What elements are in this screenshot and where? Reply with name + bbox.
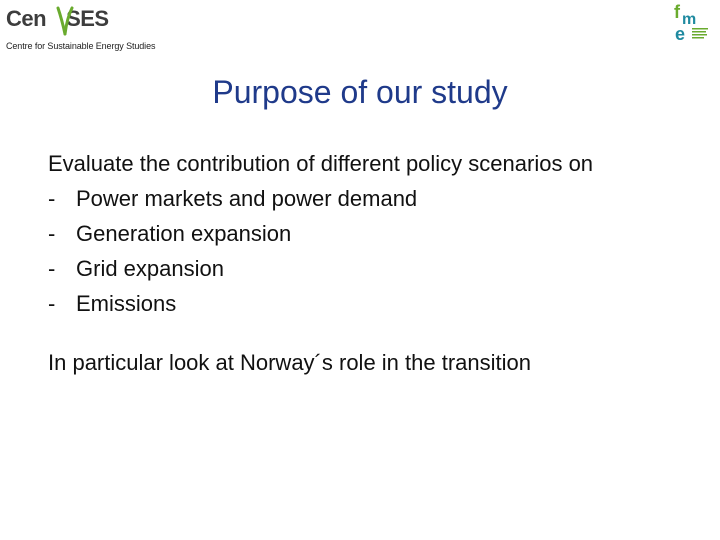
leaf-icon bbox=[54, 6, 76, 36]
bullet-text: Generation expansion bbox=[76, 221, 292, 246]
bullet-marker: - bbox=[48, 256, 56, 281]
logo-prefix: Cen bbox=[6, 6, 47, 31]
svg-text:e: e bbox=[675, 24, 686, 42]
slide-body bbox=[48, 146, 593, 321]
svg-text:f: f bbox=[674, 2, 680, 22]
bullet-text: Emissions bbox=[76, 291, 177, 316]
bullet-marker: - bbox=[48, 221, 56, 246]
bullet-item bbox=[48, 216, 593, 251]
censes-logo bbox=[6, 2, 176, 52]
svg-text:m: m bbox=[682, 11, 697, 28]
logo-suffix: SES bbox=[66, 6, 109, 31]
bullet-item bbox=[48, 181, 593, 216]
bullet-text: Power markets and power demand bbox=[76, 186, 418, 211]
bullet-item bbox=[48, 251, 593, 286]
closing-text: In particular look at Norway´s role in the transition bbox=[48, 350, 531, 375]
bullet-marker: - bbox=[48, 186, 56, 211]
bullet-item bbox=[48, 286, 593, 321]
intro-text: Evaluate the contribution of different policy scenarios on bbox=[48, 151, 594, 176]
bullet-marker: - bbox=[48, 291, 56, 316]
slide-title: Purpose of our study bbox=[212, 74, 508, 110]
bullet-text: Grid expansion bbox=[76, 256, 224, 281]
logo-subtitle: Centre for Sustainable Energy Studies bbox=[6, 41, 156, 51]
fme-logo-icon bbox=[672, 2, 712, 42]
